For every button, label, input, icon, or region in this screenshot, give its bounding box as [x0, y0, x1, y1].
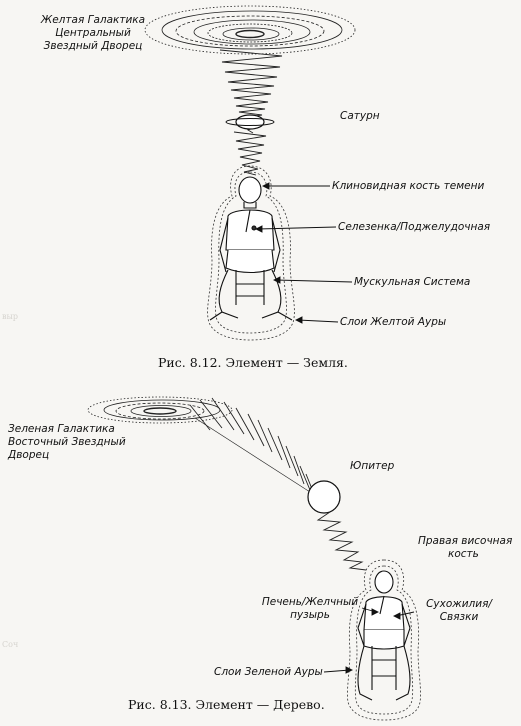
green-galaxy-label [8, 423, 126, 462]
figure-caption-1: Рис. 8.12. Элемент — Земля. [158, 355, 348, 370]
yellow-galaxy-spiral [145, 6, 355, 54]
green-diagonal-vortex [190, 398, 314, 494]
muscular-label: Мускульная Система [354, 276, 471, 288]
liver-line-2: пузырь [290, 609, 330, 621]
show-through-text: Соч [2, 640, 19, 649]
seated-person-1 [210, 177, 292, 320]
liver-line-1: Печень/Желчный [261, 596, 359, 608]
tendons-line-2: Связки [439, 611, 479, 623]
saturn-cone [234, 132, 266, 175]
green-galaxy-line-2: Восточный Звездный [8, 436, 126, 448]
temporal-bone-label [418, 535, 512, 561]
jupiter-label: Юпитер [350, 460, 395, 472]
spleen-label: Селезенка/Поджелудочная [338, 221, 491, 233]
green-galaxy-spiral [88, 397, 232, 423]
tendons-line-1: Сухожилия/ [426, 598, 492, 610]
yellow-galaxy-line-2: Центральный [55, 27, 131, 39]
jupiter-cone [318, 512, 366, 570]
show-through-text: выр [2, 312, 18, 321]
green-galaxy-line-3: Дворец [8, 449, 50, 461]
yellow-galaxy-line-1: Желтая Галактика [40, 14, 146, 26]
yellow-galaxy-line-3: Звездный Дворец [43, 40, 143, 52]
sphenoid-label: Клиновидная кость темени [332, 180, 485, 192]
jupiter-planet [308, 481, 340, 513]
tendons-label [414, 598, 504, 624]
yellow-galaxy-label [38, 14, 148, 53]
temporal-line-2: кость [448, 548, 479, 560]
figure-caption-2: Рис. 8.13. Элемент — Дерево. [128, 697, 325, 712]
liver-label [255, 596, 365, 622]
temporal-line-1: Правая височная [418, 535, 513, 547]
yellow-aura-label: Слои Желтой Ауры [340, 316, 447, 328]
green-aura-label: Слои Зеленой Ауры [214, 666, 323, 678]
saturn-planet [226, 115, 274, 129]
saturn-label: Сатурн [340, 110, 380, 122]
green-galaxy-line-1: Зеленая Галактика [8, 423, 115, 435]
seated-person-2 [358, 571, 410, 700]
